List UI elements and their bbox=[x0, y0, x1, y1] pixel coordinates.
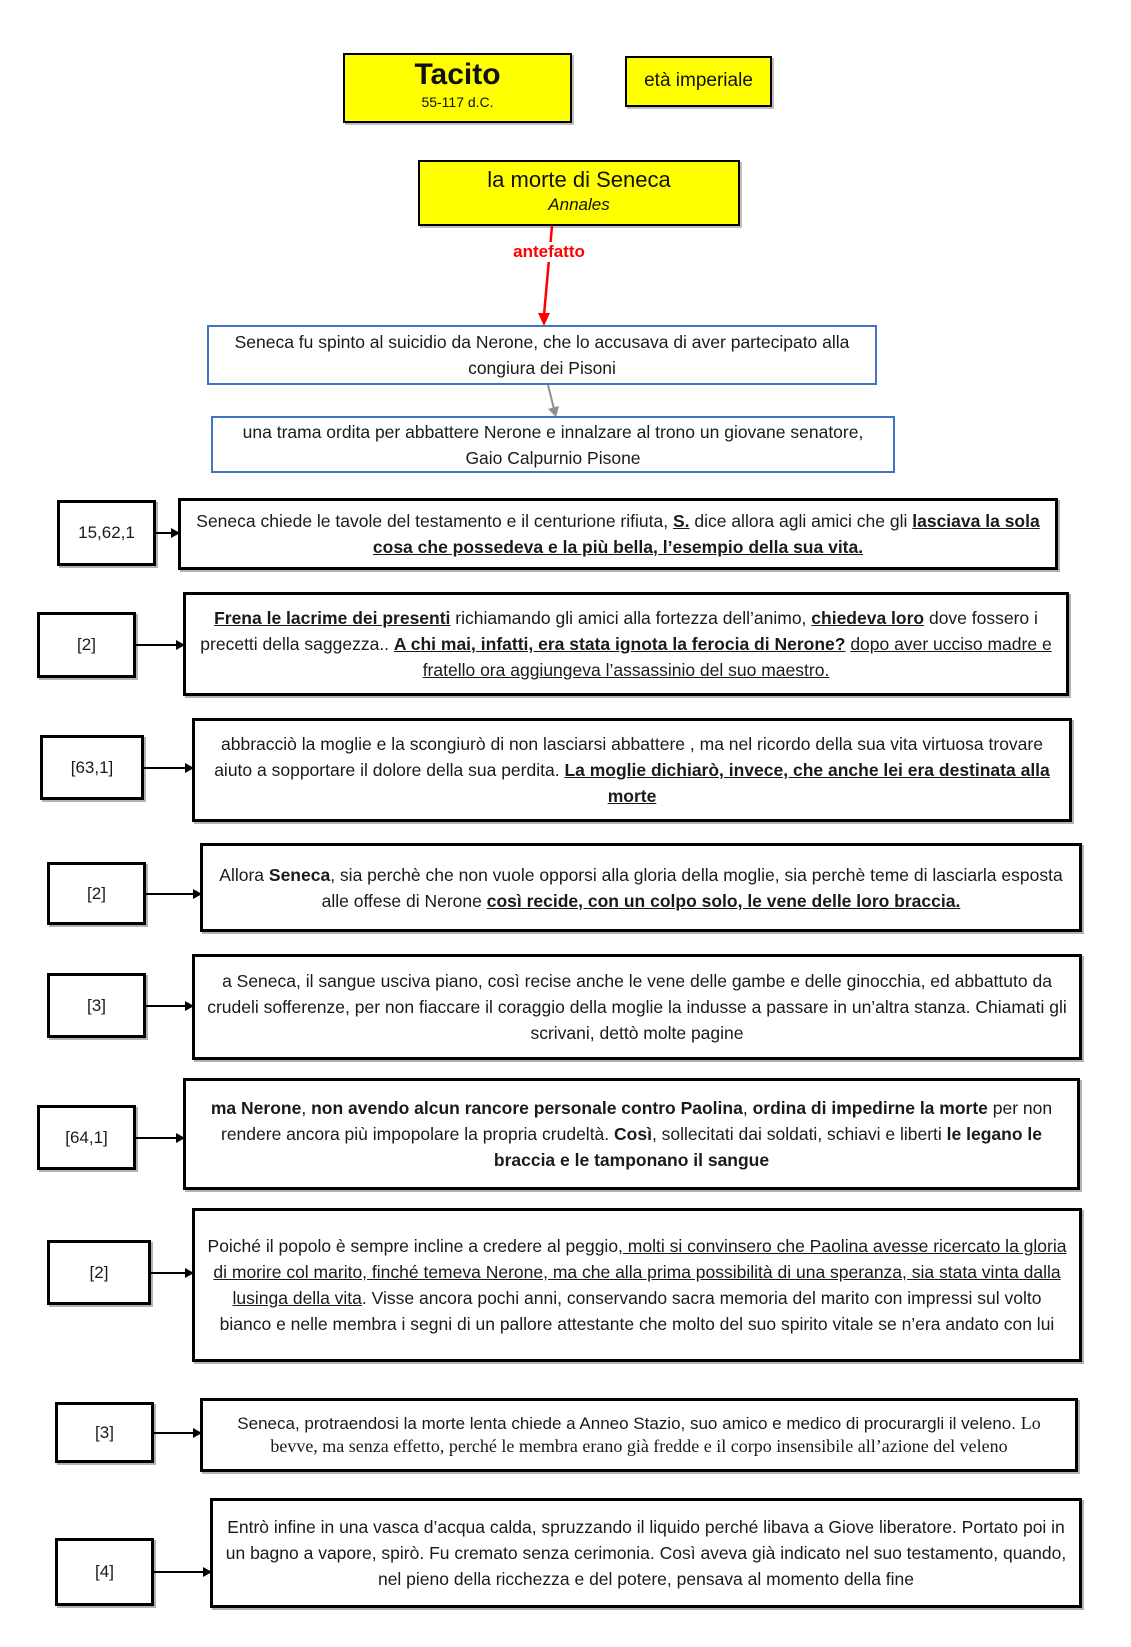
passage-box bbox=[192, 718, 1072, 822]
reference-label-box bbox=[55, 1538, 154, 1606]
passage-text: Entrò infine in una vasca d’acqua calda, spruzzando il liquido perché libava a Giove liberatore. Portato poi in un bagno a vapore, spirò. Fu cremato senza cerimonia. Così aveva già indicato nel suo testamento, quando, nel pieno della ricchezza e del potere, pensava al momento della fine bbox=[225, 1517, 1067, 1589]
author-dates: 55-117 d.C. bbox=[421, 94, 494, 110]
passage-box bbox=[210, 1498, 1082, 1608]
reference-label-text: [63,1] bbox=[70, 757, 114, 777]
row-arrow-icon bbox=[145, 1005, 192, 1007]
passage-text: abbracciò la moglie e la scongiurò di non lasciarsi abbattere , ma nel ricordo della sua vita virtuosa trovare aiuto a sopportare il dolore della sua perdita. La moglie dichiarò, invece, che anche lei era destinata alla morte bbox=[214, 734, 1050, 806]
topic-source: Annales bbox=[548, 195, 610, 214]
reference-label-box bbox=[37, 1105, 136, 1170]
reference-label-box bbox=[47, 973, 146, 1038]
passage-text: Seneca chiede le tavole del testamento e il centurione rifiuta, S. dice allora agli amici che gli lasciava la sola cosa che possedeva e la più bella, l’esempio della sua vita. bbox=[196, 511, 1040, 557]
reference-label-text: [2] bbox=[89, 1262, 109, 1282]
author-name: Tacito bbox=[414, 58, 501, 91]
reference-label-text: [3] bbox=[95, 1422, 114, 1442]
reference-label-box bbox=[37, 612, 136, 678]
author-box bbox=[343, 53, 572, 123]
row-arrow-icon bbox=[135, 644, 183, 646]
antefatto-label: antefatto bbox=[494, 242, 604, 262]
passage-box bbox=[183, 592, 1069, 696]
row-arrow-icon bbox=[135, 1137, 183, 1139]
intro-box-2: una trama ordita per abbattere Nerone e innalzare al trono un giovane senatore, Gaio Calpurnio Pisone bbox=[211, 416, 895, 473]
reference-label-text: [2] bbox=[87, 883, 106, 903]
row-arrow-icon bbox=[153, 1571, 210, 1573]
reference-label-text: [3] bbox=[87, 995, 106, 1015]
reference-label-text: [2] bbox=[77, 635, 96, 654]
passage-text: a Seneca, il sangue usciva piano, così recise anche le vene delle gambe e delle ginocchia, ed abbattuto da crudeli sofferenze, per non fiaccare il coraggio della moglie la indusse a passare in un’altra stanza. Chiamati gli scrivani, dettò molte pagine bbox=[207, 971, 1067, 1043]
row-arrow-icon bbox=[145, 893, 200, 895]
topic-title: la morte di Seneca bbox=[487, 167, 671, 192]
passage-text: Frena le lacrime dei presenti richiamando gli amici alla fortezza dell’animo, chiedeva loro dove fossero i precetti della saggezza.. A chi mai, infatti, era stata ignota la ferocia di Nerone? dopo aver ucciso madre e fratello ora aggiungeva l’assassinio del suo maestro. bbox=[200, 608, 1052, 680]
passage-text: Seneca, protraendosi la morte lenta chiede a Anneo Stazio, suo amico e medico di procurargli il veleno. Lo bevve, ma senza effetto, perché le membra erano già fredde e il corpo insensibile all’azione del veleno bbox=[237, 1413, 1041, 1456]
row-arrow-icon bbox=[153, 1432, 200, 1434]
topic-box bbox=[418, 160, 740, 226]
passage-box bbox=[192, 1208, 1082, 1362]
reference-label-text: [64,1] bbox=[65, 1127, 108, 1147]
reference-label-box bbox=[55, 1402, 154, 1463]
era-box: età imperiale bbox=[625, 56, 772, 107]
row-arrow-icon bbox=[150, 1272, 192, 1274]
passage-text: Allora Seneca, sia perchè che non vuole opporsi alla gloria della moglie, sia perchè teme di lasciarla esposta alle offese di Nerone così recide, con un colpo solo, le vene delle loro braccia. bbox=[219, 864, 1063, 911]
passage-text: ma Nerone, non avendo alcun rancore personale contro Paolina, ordina di impedirne la morte per non rendere ancora più impopolare la propria crudeltà. Così, sollecitati dai soldati, schiavi e liberti le legano le braccia e le tamponano il sangue bbox=[210, 1098, 1053, 1170]
row-arrow-icon bbox=[155, 532, 178, 534]
row-arrow-icon bbox=[143, 767, 192, 769]
intro-link-arrow-icon bbox=[528, 385, 574, 418]
passage-box bbox=[178, 498, 1058, 570]
passage-box bbox=[200, 1398, 1078, 1472]
passage-box bbox=[192, 954, 1082, 1060]
reference-label-text: [4] bbox=[95, 1562, 114, 1581]
reference-label-box bbox=[40, 735, 144, 800]
reference-label-box bbox=[47, 1240, 151, 1305]
passage-box bbox=[183, 1078, 1080, 1190]
passage-text: Poiché il popolo è sempre incline a credere al peggio, molti si convinsero che Paolina avesse ricercato la gloria di morire col marito, finché temeva Nerone, ma che alla prima possibilità di una speranza, sia stata vinta dalla lusinga della vita. Visse ancora pochi anni, conservando sacra memoria del marito con impressi sul volto bianco e nelle membra i segni di un pallore attestante che molto del suo spirito vitale se n’era andato con lui bbox=[207, 1236, 1067, 1334]
reference-label-text: 15,62,1 bbox=[78, 523, 135, 542]
intro-box-1: Seneca fu spinto al suicidio da Nerone, che lo accusava di aver partecipato alla congiura dei Pisoni bbox=[207, 325, 877, 385]
reference-label-box bbox=[47, 862, 146, 925]
reference-label-box bbox=[57, 500, 156, 566]
passage-box bbox=[200, 843, 1082, 932]
